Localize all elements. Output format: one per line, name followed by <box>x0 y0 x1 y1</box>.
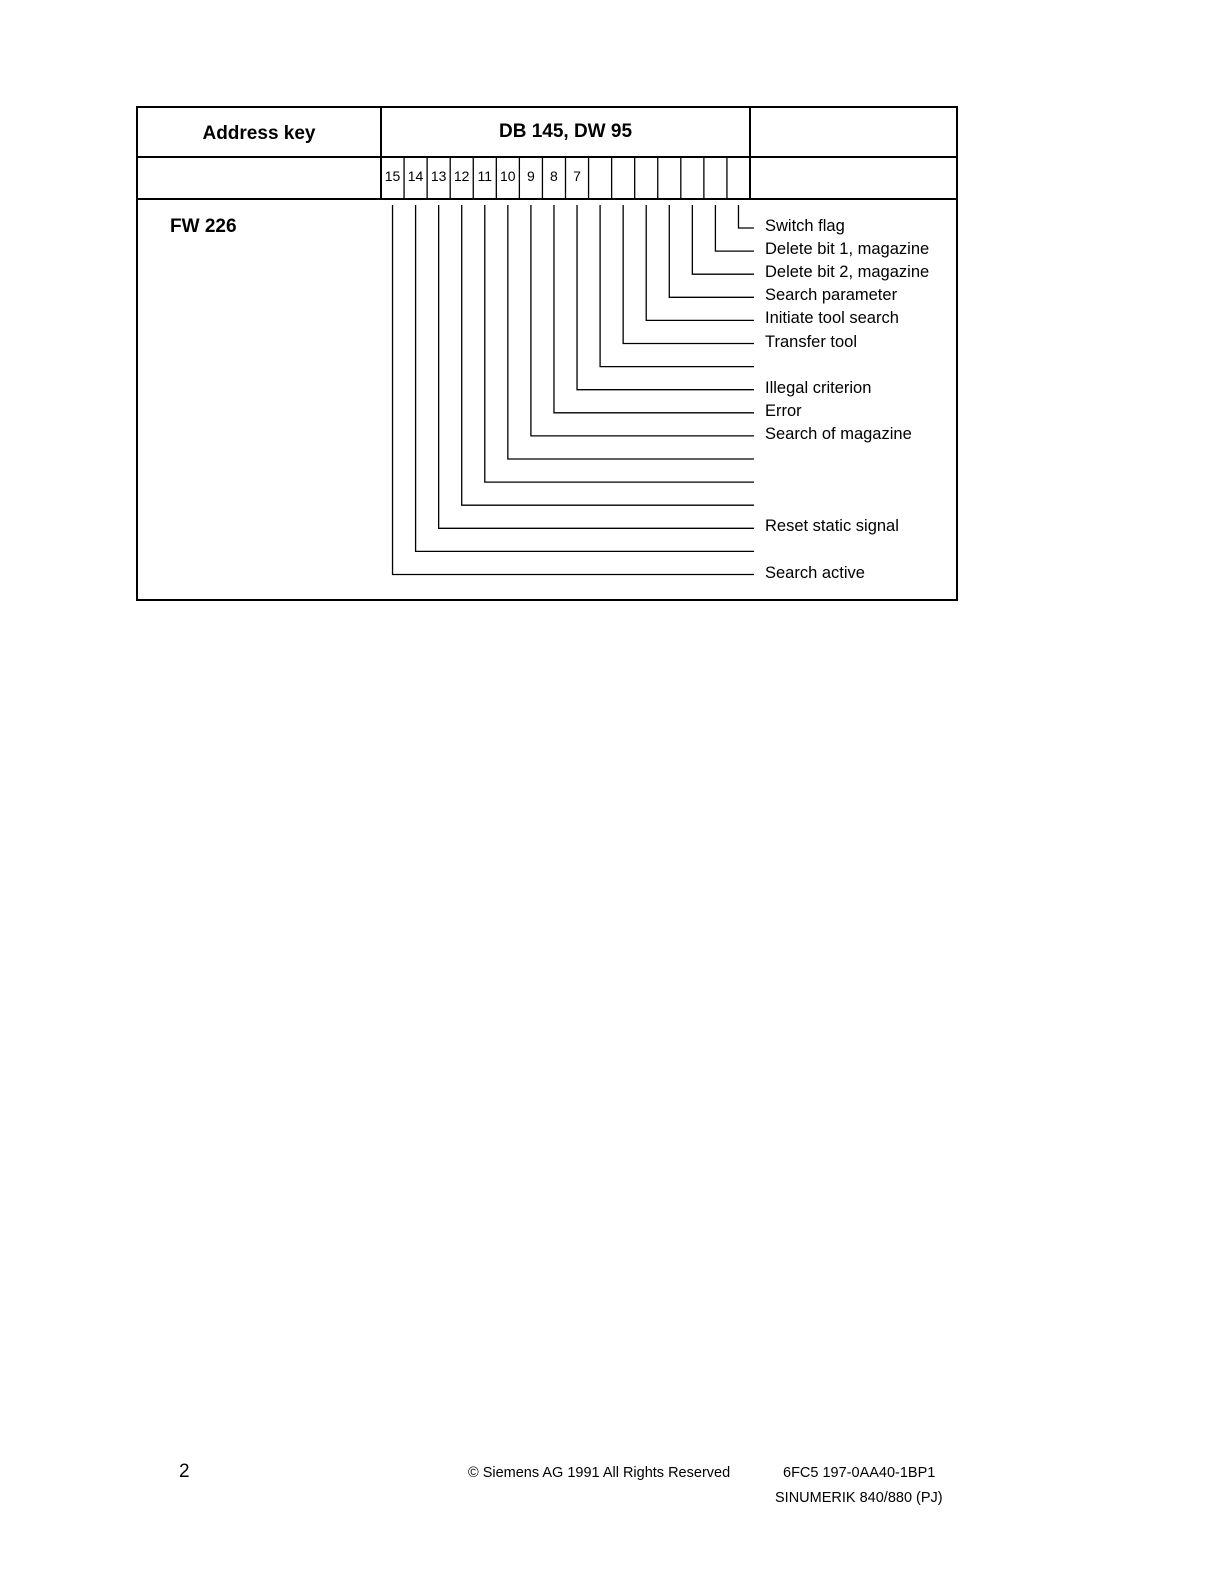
signal-label: Reset static signal <box>765 517 899 536</box>
copyright-notice: © Siemens AG 1991 All Rights Reserved <box>468 1465 731 1481</box>
address-label: FW 226 <box>170 216 237 237</box>
signal-label: Delete bit 1, magazine <box>765 240 930 259</box>
bit-number: 9 <box>526 168 535 184</box>
signal-label: Search of magazine <box>765 424 912 443</box>
signal-label: Transfer tool <box>765 332 858 351</box>
product-name: SINUMERIK 840/880 (PJ) <box>775 1490 943 1506</box>
signal-label: Search active <box>765 563 865 582</box>
order-number: 6FC5 197-0AA40-1BP1 <box>783 1465 936 1481</box>
bit-connector-line <box>554 205 754 413</box>
page-number: 2 <box>179 1461 190 1482</box>
bit-number: 15 <box>384 168 401 184</box>
bit-connector-line <box>738 205 754 228</box>
signal-label: Illegal criterion <box>765 378 872 397</box>
bit-number: 8 <box>550 168 558 184</box>
bit-connector-line <box>508 205 754 459</box>
signal-label: Delete bit 2, magazine <box>765 263 930 282</box>
bit-connector-line <box>462 205 754 505</box>
bit-connector-lines <box>393 205 754 575</box>
bit-number: 7 <box>573 168 581 184</box>
signal-label: Search parameter <box>765 286 898 305</box>
signal-label: Error <box>765 401 802 420</box>
bit-connector-line <box>692 205 754 274</box>
db-header: DB 145, DW 95 <box>498 121 633 142</box>
address-key-header: Address key <box>202 123 316 144</box>
bit-number: 12 <box>453 168 470 184</box>
bit-number: 13 <box>430 168 447 184</box>
signal-label: Switch flag <box>765 217 845 235</box>
bit-diagram <box>0 0 1224 620</box>
bit-connector-line <box>416 205 754 551</box>
bit-number: 14 <box>407 168 424 184</box>
bit-number: 10 <box>500 168 516 184</box>
signal-label: Initiate tool search <box>765 309 899 328</box>
bit-number: 11 <box>477 168 493 184</box>
